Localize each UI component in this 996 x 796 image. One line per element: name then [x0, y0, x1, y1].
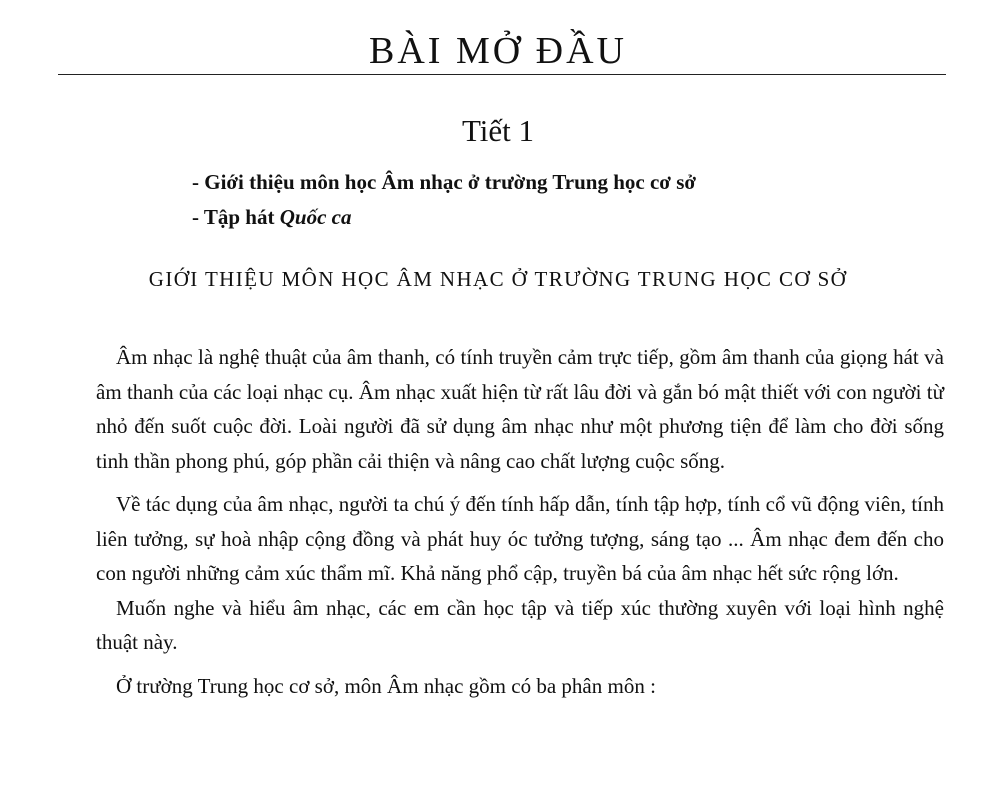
objective-italic-text: Quốc ca — [279, 205, 352, 229]
main-title: BÀI MỞ ĐẦU — [369, 30, 627, 72]
title-divider — [58, 74, 946, 75]
lesson-title: Tiết 1 — [461, 113, 535, 148]
objective-text: - Giới thiệu môn học Âm nhạc ở trường Trung học cơ sở — [192, 170, 696, 194]
objective-item — [192, 165, 696, 200]
paragraph: Ở trường Trung học cơ sở, môn Âm nhạc gồm có ba phân môn : — [116, 673, 656, 698]
objective-item — [192, 200, 696, 235]
objective-text: - Tập hát — [192, 205, 280, 229]
lesson-objectives — [192, 165, 696, 235]
body-text — [96, 340, 944, 703]
paragraph: Muốn nghe và hiểu âm nhạc, các em cần học tập và tiếp xúc thường xuyên với loại hình nghệ thuật này. — [96, 595, 944, 654]
paragraph: Về tác dụng của âm nhạc, người ta chú ý đến tính hấp dẫn, tính tập hợp, tính cổ vũ động viên, tính liên tưởng, sự hoà nhập cộng đồng và phát huy óc tưởng tượng, sáng tạo ... Âm nhạc đem đến cho con người những cảm xúc thẩm mĩ. Khả năng phổ cập, truyền bá của âm nhạc hết sức rộng lớn. — [96, 492, 944, 585]
section-heading: GIỚI THIỆU MÔN HỌC ÂM NHẠC Ở TRƯỜNG TRUNG HỌC CƠ SỞ — [148, 267, 848, 291]
paragraph: Âm nhạc là nghệ thuật của âm thanh, có tính truyền cảm trực tiếp, gồm âm thanh của giọng hát và âm thanh của các loại nhạc cụ. Âm nhạc xuất hiện từ rất lâu đời và gắn bó mật thiết với con người từ nhỏ đến suốt cuộc đời. Loài người đã sử dụng âm nhạc như một phương tiện để làm cho đời sống tinh thần phong phú, góp phần cải thiện và nâng cao chất lượng cuộc sống. — [96, 345, 944, 473]
